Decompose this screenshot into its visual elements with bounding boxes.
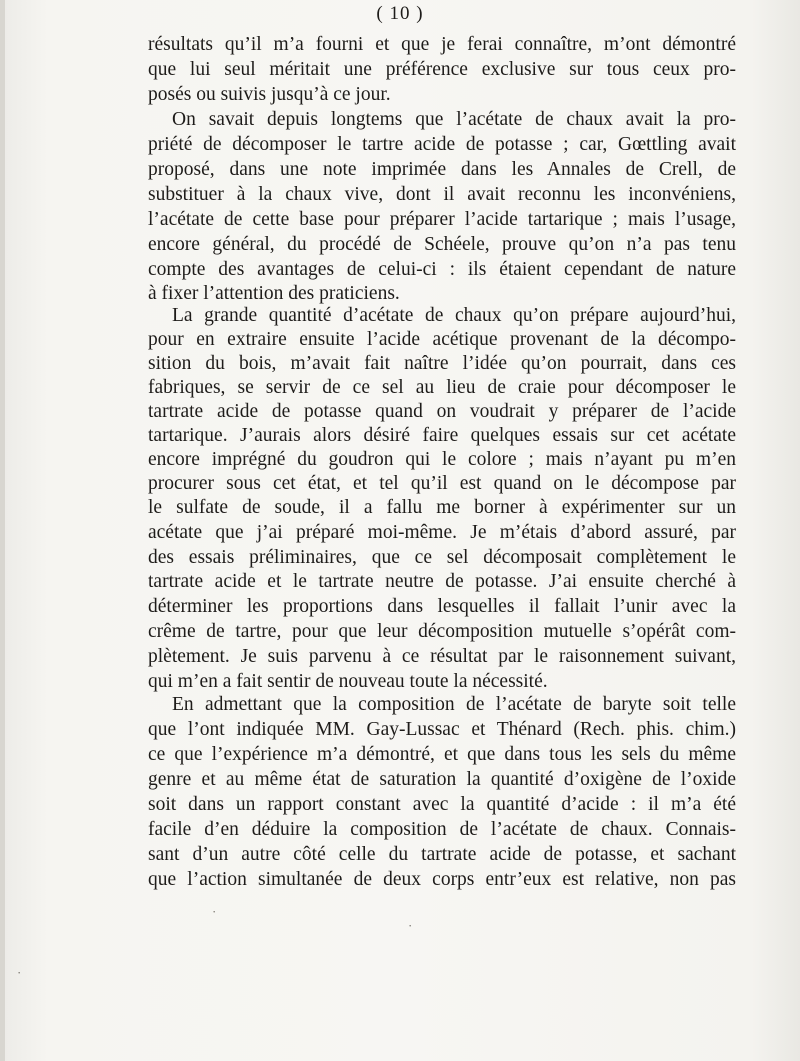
text-line: crême de tartre, pour que leur décomposition mutuelle s’opérât com- bbox=[148, 621, 736, 642]
text-line: tartrate acide et le tartrate neutre de potasse. J’ai ensuite cherché à bbox=[148, 571, 736, 592]
text-line: qui m’en a fait sentir de nouveau toute la nécessité. bbox=[148, 671, 548, 692]
text-line: procurer sous cet état, et tel qu’il est quand on le décompose par bbox=[148, 473, 736, 494]
text-line: le sulfate de soude, il a fallu me borner à expérimenter sur un bbox=[148, 497, 736, 518]
ink-speck: · bbox=[212, 904, 217, 919]
text-line: déterminer les proportions dans lesquelles il fallait l’unir avec la bbox=[148, 596, 736, 617]
page-gutter-shadow bbox=[0, 0, 5, 1061]
text-line: priété de décomposer le tartre acide de potasse ; car, Gœttling avait bbox=[148, 134, 736, 155]
text-line: fabriques, se servir de ce sel au lieu de craie pour décomposer le bbox=[148, 377, 736, 398]
text-line: sant d’un autre côté celle du tartrate acide de potasse, et sachant bbox=[148, 844, 736, 865]
text-line: résultats qu’il m’a fourni et que je ferai connaître, m’ont démontré bbox=[148, 34, 736, 55]
text-line: pour en extraire ensuite l’acide acétique provenant de la décompo- bbox=[148, 329, 736, 350]
paragraph-start-line: La grande quantité d’acétate de chaux qu’on prépare aujourd’hui, bbox=[172, 305, 736, 326]
text-line: à fixer l’attention des praticiens. bbox=[148, 283, 400, 304]
paragraph-start-line: On savait depuis longtems que l’acétate de chaux avait la pro- bbox=[172, 109, 736, 130]
text-line: genre et au même état de saturation la quantité d’oxigène de l’oxide bbox=[148, 769, 736, 790]
page-number: ( 10 ) bbox=[376, 3, 424, 24]
text-line: soit dans un rapport constant avec la quantité d’acide : il m’a été bbox=[148, 794, 736, 815]
text-line: proposé, dans une note imprimée dans les Annales de Crell, de bbox=[148, 159, 736, 180]
text-line: acétate que j’ai préparé moi-même. Je m’étais d’abord assuré, par bbox=[148, 522, 736, 543]
text-line: sition du bois, m’avait fait naître l’idée qu’on pourrait, dans ces bbox=[148, 353, 736, 374]
text-line: encore général, du procédé de Schéele, prouve qu’on n’a pas tenu bbox=[148, 234, 736, 255]
text-line: que l’ont indiquée MM. Gay-Lussac et Thénard (Rech. phis. chim.) bbox=[148, 719, 736, 740]
text-line: l’acétate de cette base pour préparer l’acide tartarique ; mais l’usage, bbox=[148, 209, 736, 230]
ink-speck: · bbox=[408, 918, 413, 933]
text-line: tartarique. J’aurais alors désiré faire quelques essais sur cet acétate bbox=[148, 425, 736, 446]
text-line: facile d’en déduire la composition de l’acétate de chaux. Connais- bbox=[148, 819, 736, 840]
text-line: compte des avantages de celui-ci : ils étaient cependant de nature bbox=[148, 259, 736, 280]
text-line: plètement. Je suis parvenu à ce résultat par le raisonnement suivant, bbox=[148, 646, 736, 667]
ink-speck: · bbox=[17, 965, 22, 980]
text-line: posés ou suivis jusqu’à ce jour. bbox=[148, 84, 391, 105]
text-line: ce que l’expérience m’a démontré, et que dans tous les sels du même bbox=[148, 744, 736, 765]
text-line: que l’action simultanée de deux corps entr’eux est relative, non pas bbox=[148, 869, 736, 890]
text-line: encore imprégné du goudron qui le colore ; mais n’ayant pu m’en bbox=[148, 449, 736, 470]
text-line: tartrate acide de potasse quand on voudrait y préparer de l’acide bbox=[148, 401, 736, 422]
paragraph-start-line: En admettant que la composition de l’acétate de baryte soit telle bbox=[172, 694, 736, 715]
text-line: substituer à la chaux vive, dont il avait reconnu les inconvéniens, bbox=[148, 184, 736, 205]
text-line: que lui seul méritait une préférence exclusive sur tous ceux pro- bbox=[148, 59, 736, 80]
text-line: des essais préliminaires, que ce sel décomposait complètement le bbox=[148, 547, 736, 568]
